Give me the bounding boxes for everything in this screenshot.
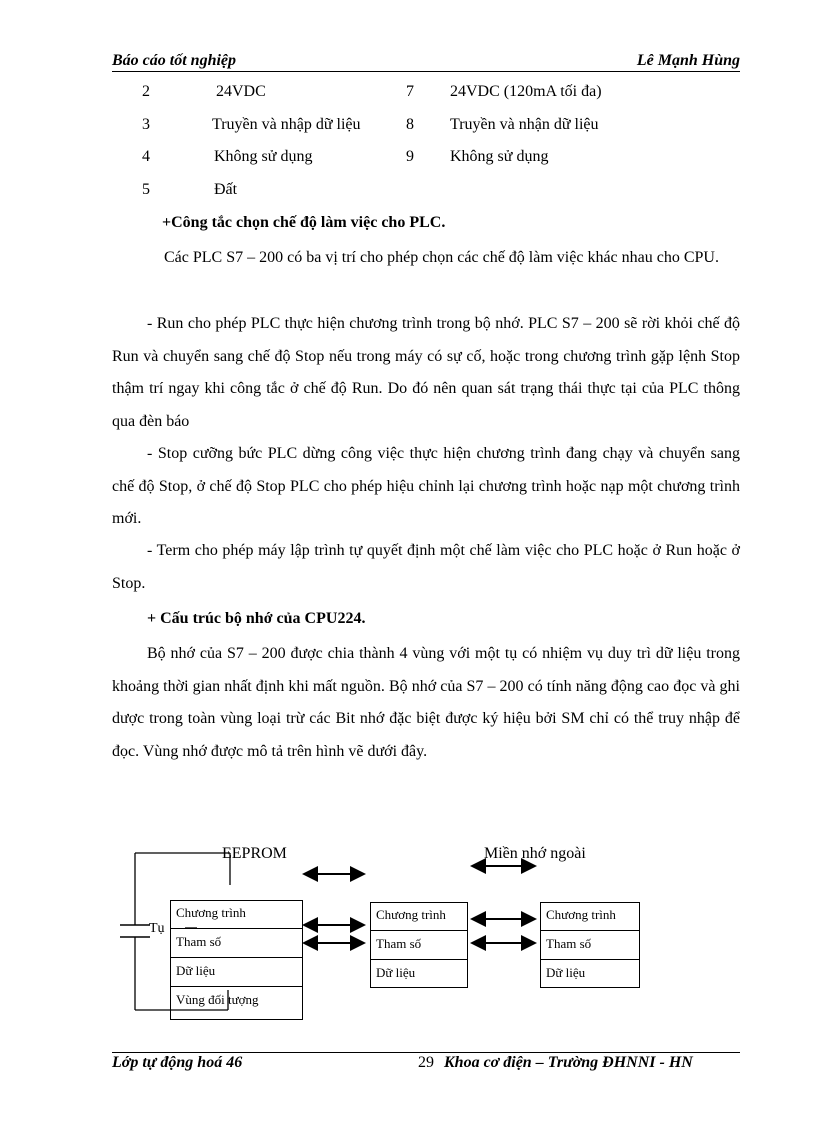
eeprom-cell-data: Dữ liệu xyxy=(376,965,416,980)
external-cell-program: Chương trình xyxy=(540,902,640,931)
header-left: Báo cáo tốt nghiệp xyxy=(112,52,237,69)
pin-number: 9 xyxy=(406,148,414,165)
external-cell-params: Tham số xyxy=(540,931,640,960)
paragraph: - Term cho phép máy lập trình tự quyết định một chế làm việc cho PLC hoặc ở Run hoặc ở Stop. xyxy=(112,542,740,592)
label-external-memory: Miền nhớ ngoài xyxy=(484,845,586,862)
pin-desc: 24VDC xyxy=(216,83,266,100)
footer-rule xyxy=(112,1052,740,1053)
paragraph: Các PLC S7 – 200 có ba vị trí cho phép chọn các chế độ làm việc khác nhau cho CPU. xyxy=(164,249,719,266)
pin-desc: Đất xyxy=(214,181,238,198)
pin-number: 8 xyxy=(406,116,414,133)
pin-desc: 24VDC (120mA tối đa) xyxy=(450,83,602,100)
footer-left: Lớp tự động hoá 46 xyxy=(112,1054,243,1071)
external-cell-data: Dữ liệu xyxy=(546,965,586,980)
memory-cell-objects: Vùng đối tượng xyxy=(176,992,259,1007)
memory-cell-program: Chương trình xyxy=(170,900,303,929)
section-heading-memory: + Cấu trúc bộ nhớ của CPU224. xyxy=(147,610,366,627)
eeprom-cell-program: Chương trình xyxy=(370,902,468,931)
pin-number: 3 xyxy=(142,116,150,133)
footer-right: Khoa cơ điện – Trường ĐHNNI - HN xyxy=(444,1054,693,1071)
pin-number: 2 xyxy=(142,83,150,100)
pin-number: 5 xyxy=(142,181,150,198)
memory-cell-data: Dữ liệu xyxy=(170,958,303,987)
page-number: 29 xyxy=(418,1054,434,1071)
paragraph: - Stop cưỡng bức PLC dừng công việc thực hiện chương trình đang chạy và chuyển sang chế độ Stop, ở chế độ Stop PLC cho phép hiệu chỉnh lại chương trình hoặc nạp một chương trình mới. xyxy=(112,445,740,527)
label-eeprom: EEPROM xyxy=(222,845,287,862)
memory-cell-params: Tham số xyxy=(170,929,303,958)
section-heading-mode-switch: +Công tắc chọn chế độ làm việc cho PLC. xyxy=(162,214,446,231)
pin-number: 4 xyxy=(142,148,150,165)
label-capacitor: Tụ xyxy=(149,921,165,936)
pin-desc: Truyền và nhập dữ liệu xyxy=(212,116,361,133)
eeprom-cell-params: Tham số xyxy=(370,931,468,960)
pin-desc: Truyền và nhận dữ liệu xyxy=(450,116,599,133)
pin-desc: Không sử dụng xyxy=(214,148,313,165)
header-right: Lê Mạnh Hùng xyxy=(636,52,740,69)
pin-desc: Không sử dụng xyxy=(450,148,549,165)
paragraph: - Run cho phép PLC thực hiện chương trình trong bộ nhớ. PLC S7 – 200 sẽ rời khỏi chế độ Run và chuyển sang chế độ Stop nếu trong máy có sự cố, hoặc trong chương trình gặp lệnh Stop thậm trí ngay khi công tắc ở chế độ Run. Do đó nên quan sát trạng thái thực tại của PLC thông qua đèn báo xyxy=(112,315,740,430)
pin-number: 7 xyxy=(406,83,414,100)
paragraph: Bộ nhớ của S7 – 200 được chia thành 4 vùng với một tụ có nhiệm vụ duy trì dữ liệu trong khoảng thời gian nhất định khi mất nguồn. Bộ nhớ của S7 – 200 có tính năng động cao đọc và ghi dược trong toàn vùng loại trừ các Bit nhớ đặc biệt được ký hiệu bởi SM chỉ có thể truy nhập để đọc. Vùng nhớ được mô tả trên hình vẽ dưới đây. xyxy=(112,645,740,760)
